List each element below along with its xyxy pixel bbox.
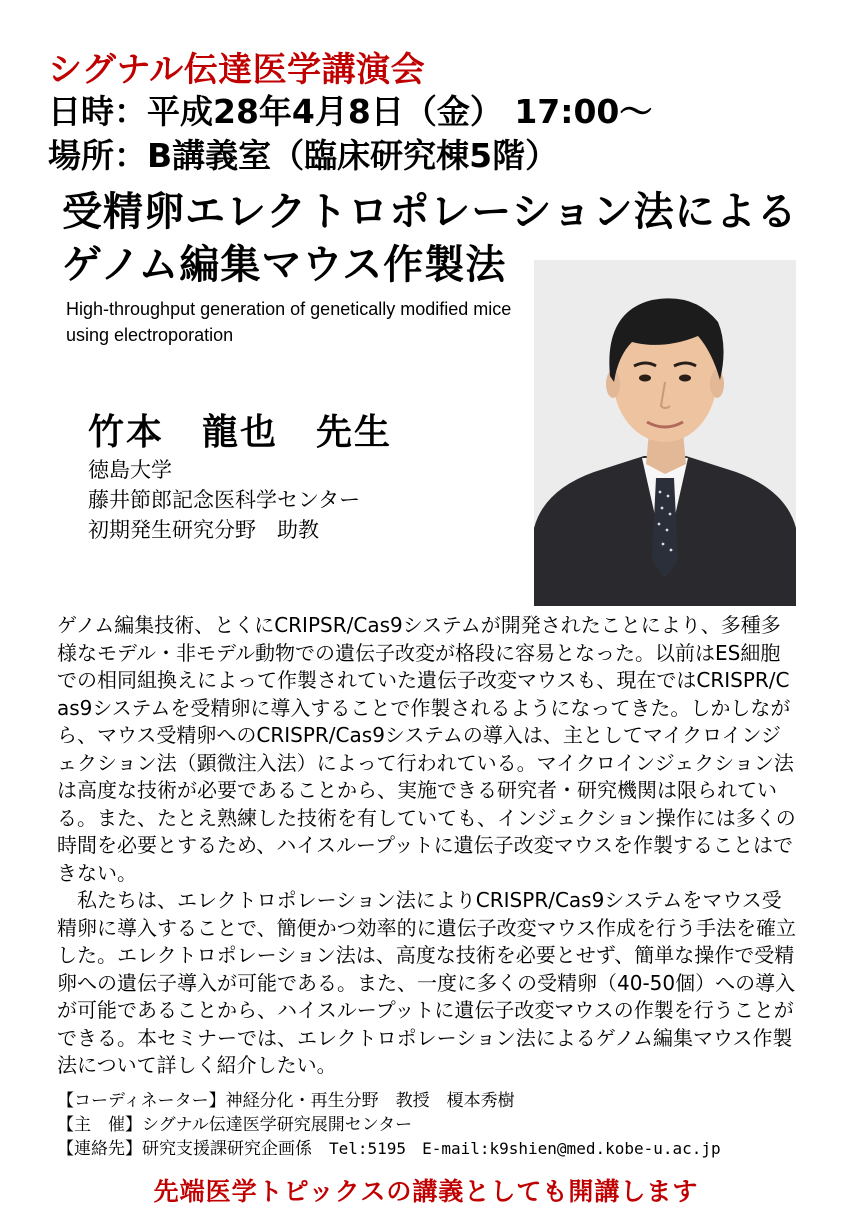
event-venue: 場所：B講義室（臨床研究棟5階）	[48, 136, 559, 175]
speaker-name: 竹本 龍也 先生	[88, 412, 393, 453]
speaker-affiliation-position: 初期発生研究分野 助教	[88, 518, 319, 542]
contact-label: 【連絡先】研究支援課研究企画係	[57, 1139, 312, 1159]
series-title: シグナル伝達医学講演会	[48, 50, 426, 90]
abstract-paragraph-1: ゲノム編集技術、とくにCRIPSR/Cas9システムが開発されたことにより、多種多様なモデル・非モデル動物での遺伝子改変が格段に容易となった。以前はES細胞での相同組換えによって作製されていた遺伝子改変マウスも、現在ではCRISPR/Cas9システムを受精卵に導入することで作製されるようになってきた。しかしながら、マウス受精卵へのCRISPR/Cas9システムの導入は、主としてマイクロインジェクション法（顕微注入法）によって行われている。マイクロインジェクション法は高度な技術が必要であることから、実施できる研究者・研究機関は限られている。また、たとえ熟練した技術を有していても、インジェクション操作には多くの時間を必要とするため、ハイスループットに遺伝子改変マウスを作製することはできない。	[57, 613, 796, 885]
speaker-affiliation-university: 徳島大学	[88, 458, 172, 482]
speaker-portrait	[534, 260, 796, 606]
coordinator-line: 【コーディネーター】神経分化・再生分野 教授 榎本秀樹	[57, 1091, 515, 1111]
organizer-line: 【主 催】シグナル伝達医学研究展開センター	[57, 1115, 413, 1135]
lecture-title-english: High-throughput generation of genetically modified mice using electroporation	[66, 299, 512, 345]
abstract-paragraph-2: 私たちは、エレクトロポレーション法によりCRISPR/Cas9システムをマウス受精卵に導入することで、簡便かつ効率的に遺伝子改変マウス作成を行う手法を確立した。エレクトロポレーション法は、高度な技術を必要とせず、簡単な操作で受精卵への遺伝子導入が可能である。また、一度に多くの受精卵（40-50個）への導入が可能であることから、ハイスループットに遺伝子改変マウスの作製を行うことができる。本セミナーでは、エレクトロポレーション法によるゲノム編集マウス作製法について詳しく紹介したい。	[57, 888, 796, 1077]
footer-note: 先端医学トピックスの講義としても開講します	[153, 1177, 699, 1206]
speaker-affiliation-center: 藤井節郎記念医科学センター	[88, 488, 361, 512]
event-datetime: 日時：平成28年4月8日（金） 17:00〜	[48, 92, 653, 131]
lecture-title-line-1: 受精卵エレクトロポレーション法による	[62, 189, 798, 235]
speaker-portrait-illustration	[534, 260, 796, 606]
lecture-title-line-2: ゲノム編集マウス作製法	[62, 242, 507, 288]
contact-tel-email: Tel:5195 E-mail:k9shien@med.kobe-u.ac.jp	[329, 1139, 721, 1158]
contact-line	[57, 1134, 721, 1159]
abstract	[57, 612, 797, 1080]
